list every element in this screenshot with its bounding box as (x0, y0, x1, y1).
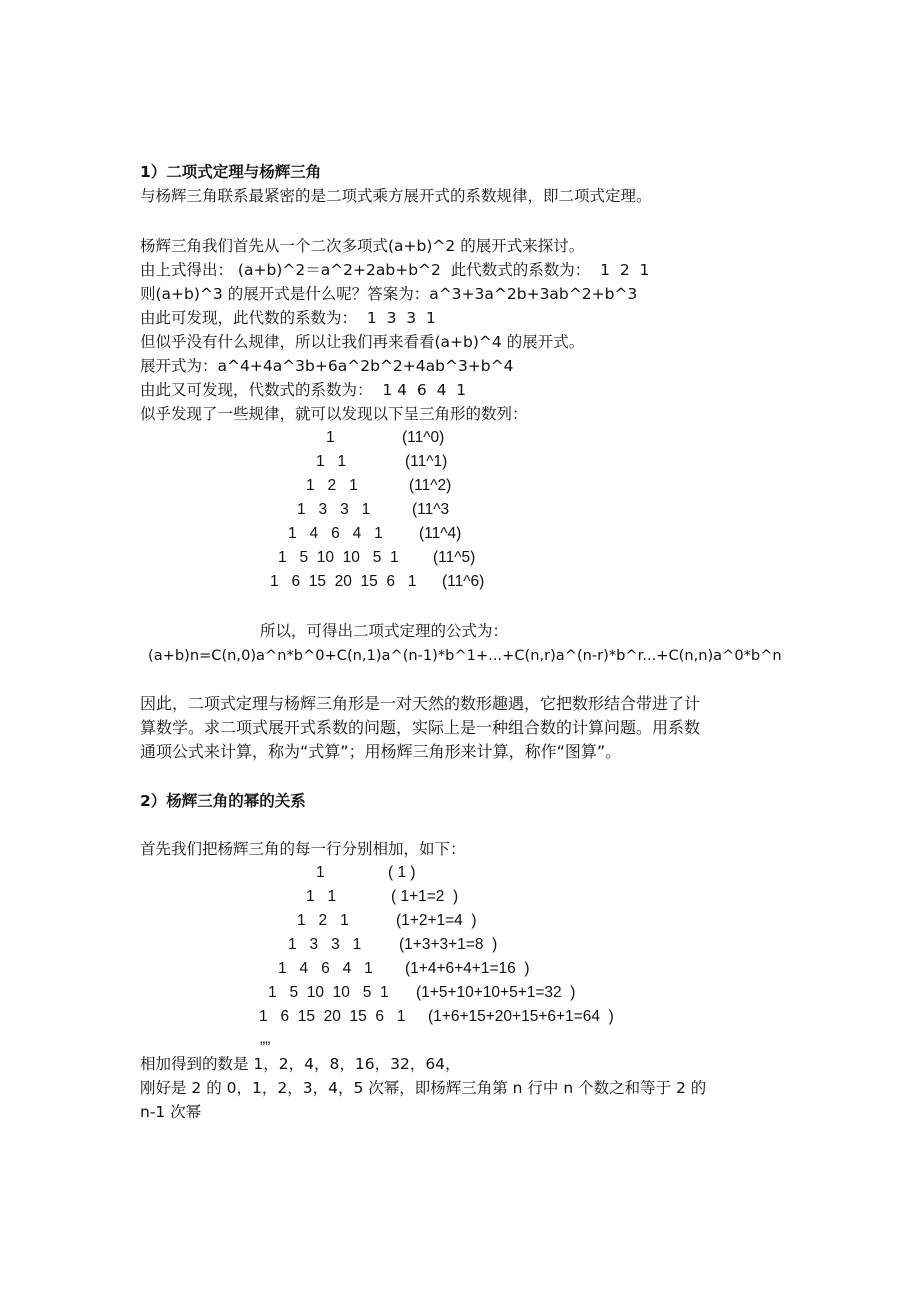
triangle-row: 1 1 (306, 888, 337, 905)
triangle-row: 1 (316, 864, 325, 881)
triangle-row: 1 3 3 1 (288, 936, 362, 953)
triangle-note: (1+3+3+1=8 ) (399, 936, 498, 953)
triangle-row: 1 4 6 4 1 (278, 960, 373, 977)
triangle-row: 1 5 10 10 5 1 (268, 984, 389, 1001)
triangle-row: 1 2 1 (297, 912, 349, 929)
triangle-note: ( 1+1=2 ) (391, 888, 459, 905)
triangle-row: 1 5 10 10 5 1 (278, 549, 399, 566)
triangle-ellipsis: „„ (260, 1030, 271, 1047)
triangle-note: (1+5+10+10+5+1=32 ) (416, 984, 576, 1001)
triangle-row: 1 2 1 (306, 477, 358, 494)
triangle-note: (11^3 (412, 501, 450, 518)
section2-line: 刚好是 2 的 0，1，2，3，4，5 次幂，即杨辉三角第 n 行中 n 个数之和等于 2 的 (140, 1079, 707, 1097)
section1-line: 由此可发现，此代数的系数为： 1 3 3 1 (140, 309, 436, 327)
section1-line: 由上式得出： (a+b)^2＝a^2+2ab+b^2 此代数式的系数为： 1 2 1 (140, 261, 650, 279)
section1-line: 由此又可发现，代数式的系数为： 1 4 6 4 1 (140, 381, 467, 399)
section2-intro: 首先我们把杨辉三角的每一行分别相加，如下： (140, 840, 466, 858)
formula-intro: 所以，可得出二项式定理的公式为： (260, 622, 509, 640)
section1-heading: 1）二项式定理与杨辉三角 (140, 163, 322, 181)
triangle-row: 1 6 15 20 15 6 1 (270, 573, 417, 590)
triangle-note: (11^5) (433, 549, 476, 566)
section2-line: n-1 次幂 (140, 1103, 202, 1121)
section1-line: 杨辉三角我们首先从一个二次多项式(a+b)^2 的展开式来探讨。 (140, 237, 585, 255)
triangle-note: (1+4+6+4+1=16 ) (405, 960, 530, 977)
triangle-note: (11^1) (405, 453, 448, 470)
triangle-row: 1 6 15 20 15 6 1 (259, 1008, 406, 1025)
triangle-row: 1 (326, 429, 335, 446)
triangle-note: (11^6) (442, 573, 485, 590)
triangle-note: (11^4) (419, 525, 462, 542)
triangle-note: (11^2) (409, 477, 452, 494)
triangle-note: (1+2+1=4 ) (396, 912, 477, 929)
section1-intro: 与杨辉三角联系最紧密的是二项式乘方展开式的系数规律，即二项式定理。 (140, 187, 652, 205)
triangle-note: (11^0) (402, 429, 445, 446)
section1-line: 则(a+b)^3 的展开式是什么呢？答案为：a^3+3a^2b+3ab^2+b^3 (140, 285, 638, 303)
triangle-row: 1 4 6 4 1 (288, 525, 383, 542)
section1-conclusion: 算数学。求二项式展开式系数的问题，实际上是一种组合数的计算问题。用系数 (140, 718, 701, 737)
triangle-note: (1+6+15+20+15+6+1=64 ) (428, 1008, 614, 1025)
section2-heading: 2）杨辉三角的幂的关系 (140, 792, 306, 810)
section1-line: 但似乎没有什么规律，所以让我们再来看看(a+b)^4 的展开式。 (140, 333, 585, 351)
section1-line: 展开式为：a^4+4a^3b+6a^2b^2+4ab^3+b^4 (140, 357, 514, 375)
section1-conclusion: 通项公式来计算，称为“式算”；用杨辉三角形来计算，称作“图算”。 (140, 742, 622, 761)
triangle-row: 1 1 (316, 453, 347, 470)
section2-line: 相加得到的数是 1，2，4，8，16，32，64， (140, 1055, 461, 1073)
section1-line: 似乎发现了一些规律，就可以发现以下呈三角形的数列： (140, 405, 528, 423)
binomial-formula: (a+b)n=C(n,0)a^n*b^0+C(n,1)a^(n-1)*b^1+...+C(n,r)a^(n-r)*b^r...+C(n,n)a^0*b^n (148, 647, 782, 664)
triangle-row: 1 3 3 1 (297, 501, 371, 518)
triangle-note: ( 1 ) (388, 864, 416, 881)
section1-conclusion: 因此，二项式定理与杨辉三角形是一对天然的数形趣遇，它把数形结合带进了计 (140, 694, 701, 713)
